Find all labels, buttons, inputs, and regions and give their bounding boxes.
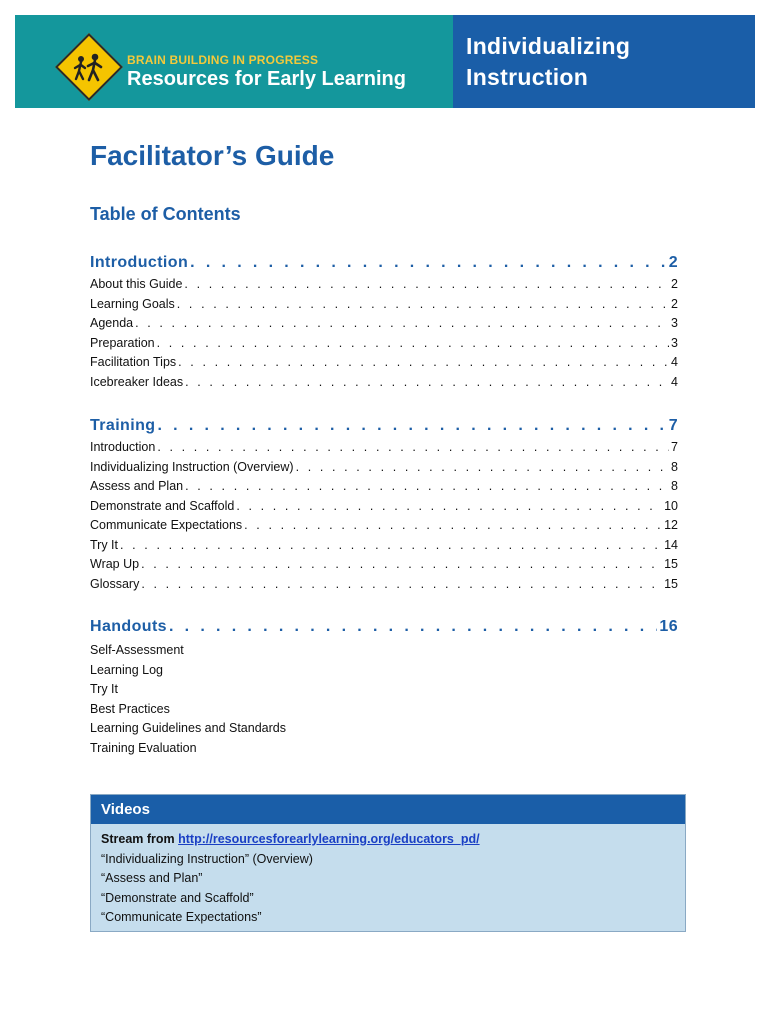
entry-label: Individualizing Instruction (Overview) xyxy=(90,459,294,474)
handout-item: Self-Assessment xyxy=(90,643,184,657)
module-title-line-1: Individualizing xyxy=(466,33,631,59)
dot-leader xyxy=(177,297,669,311)
entry-label: Agenda xyxy=(90,316,134,330)
entry-page: 15 xyxy=(664,576,678,591)
toc-heading: Table of Contents xyxy=(90,204,241,224)
entry-label: About this Guide xyxy=(90,277,183,291)
module-title-panel xyxy=(453,15,755,108)
children-crossing-sign-icon xyxy=(55,33,123,101)
entry-page: 3 xyxy=(671,316,678,330)
brand-panel xyxy=(15,15,453,108)
section-page: 16 xyxy=(659,618,678,635)
dot-leader xyxy=(157,336,669,350)
entry-page: 3 xyxy=(671,335,678,350)
toc-section-handouts xyxy=(90,618,678,758)
dot-leader xyxy=(184,277,669,291)
toc-entry[interactable] xyxy=(90,479,678,499)
entry-page: 4 xyxy=(671,374,678,389)
toc-entry[interactable] xyxy=(90,440,678,460)
stream-label: Stream from xyxy=(101,832,175,846)
entry-label: Facilitation Tips xyxy=(90,355,177,369)
toc-section-heading[interactable] xyxy=(90,618,678,638)
entry-label: Learning Goals xyxy=(90,296,175,311)
toc-entry[interactable] xyxy=(90,518,678,538)
entry-page: 7 xyxy=(671,440,678,454)
section-page: 7 xyxy=(668,417,678,434)
dot-leader xyxy=(120,538,662,552)
toc-entry[interactable] xyxy=(90,355,678,375)
toc-section-training xyxy=(90,417,678,596)
entry-page: 14 xyxy=(664,537,678,552)
dot-leader xyxy=(157,440,669,454)
section-title: Training xyxy=(90,417,156,434)
dot-leader xyxy=(185,479,669,493)
toc-section-heading[interactable] xyxy=(90,417,678,437)
module-title-line-2: Instruction xyxy=(466,64,589,90)
entry-label: Demonstrate and Scaffold xyxy=(90,498,235,513)
entry-page: 8 xyxy=(671,459,678,474)
video-item: “Demonstrate and Scaffold” xyxy=(101,890,254,905)
brand-tagline: BRAIN BUILDING IN PROGRESS xyxy=(127,53,319,67)
video-item: “Assess and Plan” xyxy=(101,871,203,885)
videos-heading: Videos xyxy=(91,795,685,824)
dot-leader xyxy=(135,316,669,330)
brand-name: Resources for Early Learning xyxy=(127,68,406,90)
video-item: “Individualizing Instruction” (Overview) xyxy=(101,851,313,866)
videos-body xyxy=(91,824,685,928)
handout-item: Learning Log xyxy=(90,662,163,677)
dot-leader xyxy=(178,355,669,369)
toc-entry[interactable] xyxy=(90,316,678,336)
entry-page: 12 xyxy=(664,518,678,532)
handout-item: Try It xyxy=(90,682,119,696)
handout-item: Learning Guidelines and Standards xyxy=(90,721,286,735)
dot-leader xyxy=(141,577,662,591)
entry-page: 8 xyxy=(671,479,678,493)
toc-entry[interactable] xyxy=(90,557,678,577)
toc-entry[interactable] xyxy=(90,297,678,317)
videos-box xyxy=(90,794,686,932)
entry-page: 10 xyxy=(664,498,678,513)
section-title: Handouts xyxy=(90,618,167,635)
dot-leader xyxy=(141,557,662,571)
entry-label: Communicate Expectations xyxy=(90,518,243,532)
toc-section-introduction xyxy=(90,254,678,394)
entry-label: Introduction xyxy=(90,440,156,454)
dot-leader xyxy=(157,417,666,435)
toc-entry[interactable] xyxy=(90,499,678,519)
dot-leader xyxy=(244,518,662,532)
dot-leader xyxy=(185,375,669,389)
entry-page: 15 xyxy=(664,557,678,571)
entry-label: Assess and Plan xyxy=(90,479,184,493)
handout-item: Best Practices xyxy=(90,701,170,716)
stream-line xyxy=(101,830,675,850)
dot-leader xyxy=(236,499,662,513)
toc-entry[interactable] xyxy=(90,336,678,356)
header-banner xyxy=(15,15,755,108)
toc-entry[interactable] xyxy=(90,375,678,395)
dot-leader xyxy=(190,254,667,272)
entry-page: 2 xyxy=(671,296,678,311)
toc-entry[interactable] xyxy=(90,277,678,297)
handout-item: Training Evaluation xyxy=(90,740,197,755)
entry-label: Try It xyxy=(90,537,119,552)
entry-label: Preparation xyxy=(90,335,155,350)
dot-leader xyxy=(169,618,657,636)
entry-label: Icebreaker Ideas xyxy=(90,374,184,389)
section-title: Introduction xyxy=(90,254,189,271)
page-title: Facilitator’s Guide xyxy=(90,140,335,171)
stream-link[interactable]: http://resourcesforearlylearning.org/educators_pd/ xyxy=(178,832,480,846)
section-page: 2 xyxy=(668,254,678,271)
toc-entry[interactable] xyxy=(90,538,678,558)
entry-page: 4 xyxy=(671,355,678,369)
entry-label: Wrap Up xyxy=(90,557,140,571)
toc-entry[interactable] xyxy=(90,460,678,480)
video-item: “Communicate Expectations” xyxy=(101,910,262,924)
toc-section-heading[interactable] xyxy=(90,254,678,274)
entry-label: Glossary xyxy=(90,576,140,591)
entry-page: 2 xyxy=(671,277,678,291)
toc-entry[interactable] xyxy=(90,577,678,597)
dot-leader xyxy=(296,460,669,474)
